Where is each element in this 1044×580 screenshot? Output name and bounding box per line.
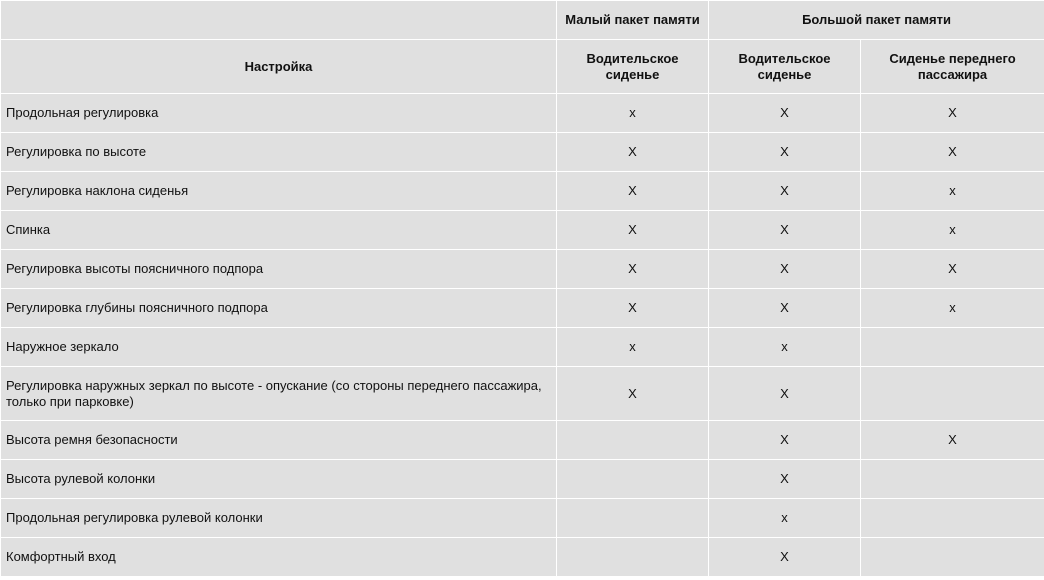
large-driver-mark: X [709,289,861,328]
large-driver-mark: X [709,94,861,133]
setting-label: Спинка [1,211,557,250]
small-driver-mark: x [557,94,709,133]
setting-label: Регулировка высоты поясничного подпора [1,250,557,289]
setting-header: Настройка [1,40,557,94]
setting-label: Продольная регулировка рулевой колонки [1,499,557,538]
large-passenger-mark: x [861,172,1044,211]
setting-label: Наружное зеркало [1,328,557,367]
large-passenger-mark [861,460,1044,499]
large-driver-mark: X [709,250,861,289]
setting-label: Регулировка глубины поясничного подпора [1,289,557,328]
small-pack-header: Малый пакет памяти [557,1,709,40]
large-passenger-mark: x [861,211,1044,250]
large-passenger-mark [861,367,1044,421]
setting-label: Регулировка наклона сиденья [1,172,557,211]
group-header-row [1,1,1044,40]
large-passenger-mark: X [861,421,1044,460]
table-row [1,367,1044,421]
column-header-row [1,40,1044,94]
large-driver-mark: x [709,499,861,538]
small-driver-mark [557,538,709,577]
setting-label: Продольная регулировка [1,94,557,133]
large-driver-mark: X [709,421,861,460]
small-driver-mark: X [557,133,709,172]
table-row [1,94,1044,133]
setting-label: Высота ремня безопасности [1,421,557,460]
table-row [1,250,1044,289]
large-driver-mark: X [709,538,861,577]
large-passenger-mark [861,328,1044,367]
table-row [1,172,1044,211]
large-driver-mark: X [709,460,861,499]
small-driver-mark [557,421,709,460]
driver-seat-small-header: Водительское сиденье [557,40,709,94]
setting-label: Регулировка по высоте [1,133,557,172]
large-driver-mark: x [709,328,861,367]
empty-header-cell [1,1,557,40]
large-passenger-mark: X [861,250,1044,289]
large-driver-mark: X [709,133,861,172]
table-row [1,328,1044,367]
table-row [1,499,1044,538]
small-driver-mark: x [557,328,709,367]
setting-label: Комфортный вход [1,538,557,577]
table-row [1,133,1044,172]
table-row [1,289,1044,328]
passenger-seat-header: Сиденье переднего пассажира [861,40,1044,94]
large-driver-mark: X [709,211,861,250]
setting-label: Регулировка наружных зеркал по высоте - опускание (со стороны переднего пассажира, только при парковке) [1,367,557,421]
large-pack-header: Большой пакет памяти [709,1,1044,40]
large-passenger-mark: X [861,94,1044,133]
small-driver-mark: X [557,367,709,421]
small-driver-mark: X [557,172,709,211]
small-driver-mark: X [557,289,709,328]
driver-seat-large-header: Водительское сиденье [709,40,861,94]
table-row [1,211,1044,250]
table-row [1,538,1044,577]
large-driver-mark: X [709,172,861,211]
large-passenger-mark [861,538,1044,577]
small-driver-mark: X [557,250,709,289]
large-passenger-mark: x [861,289,1044,328]
setting-label: Высота рулевой колонки [1,460,557,499]
small-driver-mark: X [557,211,709,250]
large-driver-mark: X [709,367,861,421]
table-row [1,421,1044,460]
table-row [1,460,1044,499]
large-passenger-mark: X [861,133,1044,172]
large-passenger-mark [861,499,1044,538]
small-driver-mark [557,460,709,499]
small-driver-mark [557,499,709,538]
